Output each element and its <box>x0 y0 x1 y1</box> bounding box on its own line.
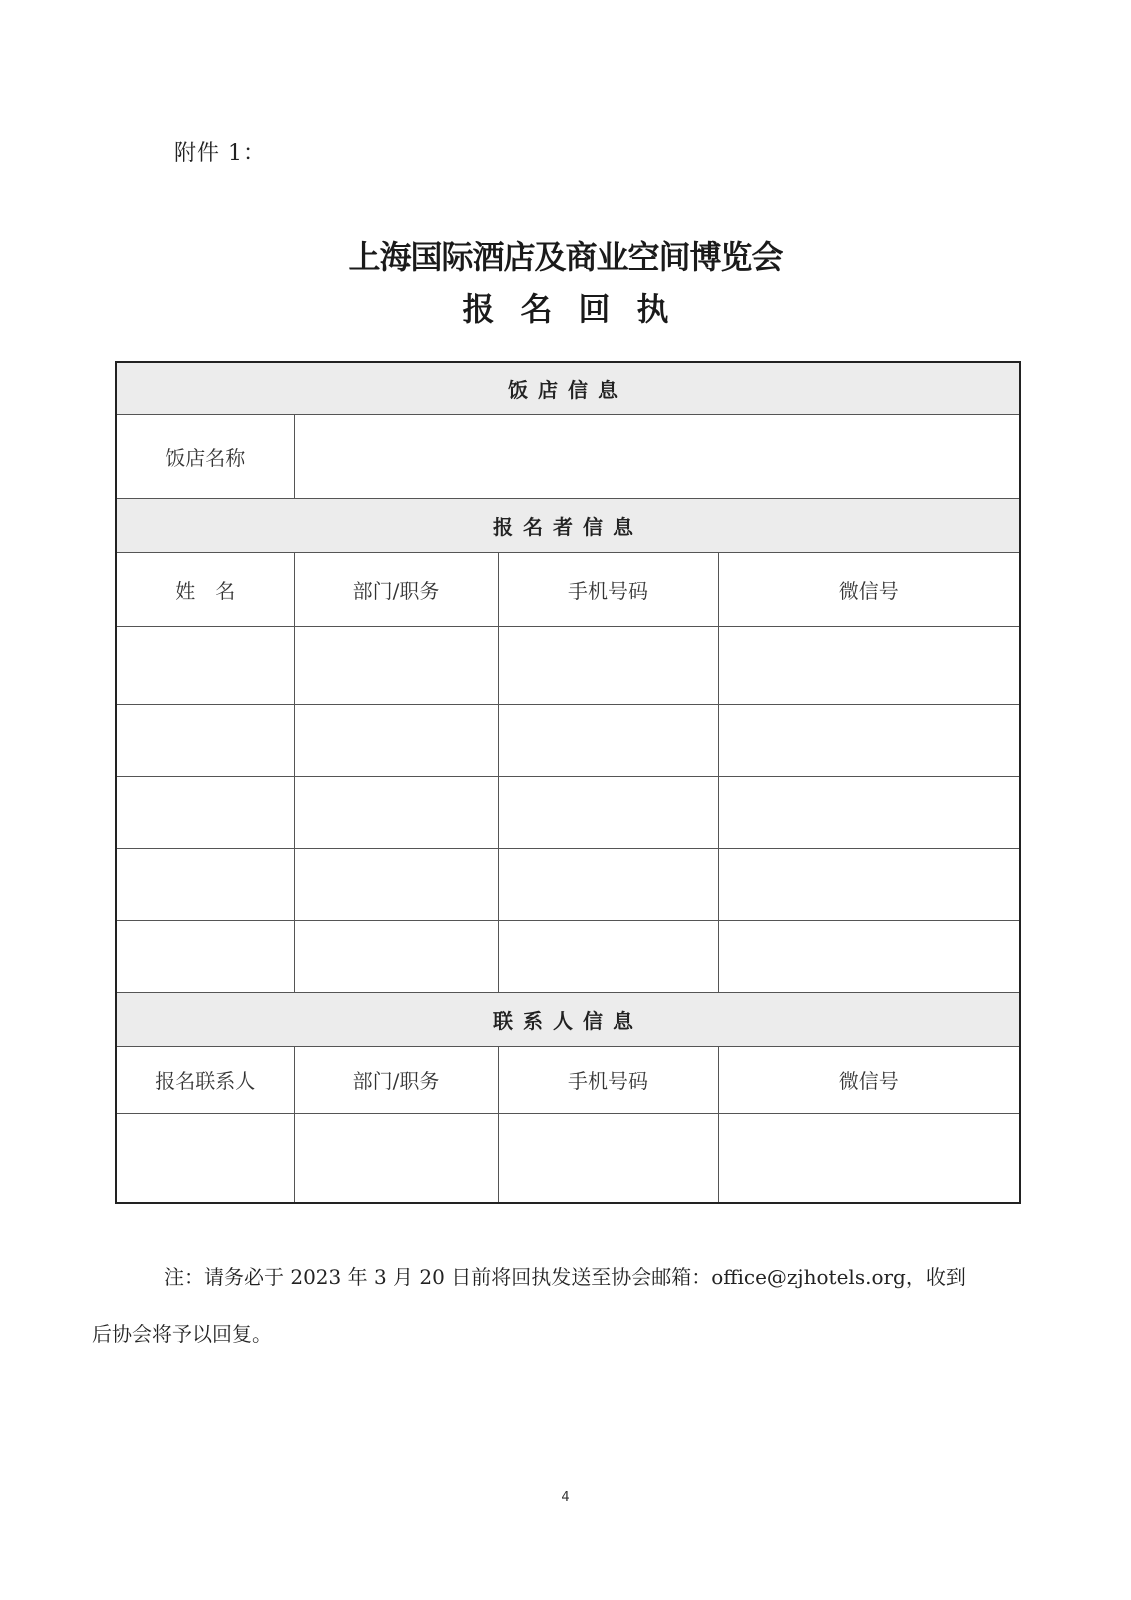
page-number: 4 <box>561 1490 570 1505</box>
registrant-name-cell[interactable] <box>116 848 294 920</box>
registrant-wechat-cell[interactable] <box>718 704 1020 776</box>
document-title: 上海国际酒店及商业空间博览会 <box>348 238 783 276</box>
column-header-department: 部门/职务 <box>294 1046 498 1113</box>
document-subtitle: 报名回执 <box>462 290 695 328</box>
registrant-department-cell[interactable] <box>294 626 498 704</box>
hotel-section-header: 饭店信息 <box>116 362 1020 414</box>
table-row <box>116 1113 1020 1203</box>
registration-form-table <box>115 361 1021 1204</box>
contact-wechat-cell[interactable] <box>718 1113 1020 1203</box>
contact-column-headers <box>116 1046 1020 1113</box>
attachment-label: 附件 1： <box>174 141 266 166</box>
registrant-section-header: 报名者信息 <box>116 498 1020 552</box>
table-row <box>116 848 1020 920</box>
column-header-phone: 手机号码 <box>498 552 718 626</box>
column-header-name: 姓 名 <box>116 552 294 626</box>
contact-name-cell[interactable] <box>116 1113 294 1203</box>
registrant-department-cell[interactable] <box>294 776 498 848</box>
registrant-wechat-cell[interactable] <box>718 848 1020 920</box>
contact-department-cell[interactable] <box>294 1113 498 1203</box>
hotel-section-header-row <box>116 362 1020 414</box>
table-row <box>116 626 1020 704</box>
registrant-section-header-row <box>116 498 1020 552</box>
submission-note-continued: 后协会将予以回复。 <box>92 1322 272 1346</box>
registrant-phone-cell[interactable] <box>498 626 718 704</box>
hotel-name-field[interactable] <box>294 414 1020 498</box>
registrant-name-cell[interactable] <box>116 626 294 704</box>
table-row <box>116 704 1020 776</box>
submission-note: 注：请务必于 2023 年 3 月 20 日前将回执发送至协会邮箱：office@zjhotels.org，收到 <box>164 1265 966 1289</box>
table-row <box>116 920 1020 992</box>
registrant-department-cell[interactable] <box>294 920 498 992</box>
column-header-wechat: 微信号 <box>718 1046 1020 1113</box>
registrant-department-cell[interactable] <box>294 848 498 920</box>
registrant-phone-cell[interactable] <box>498 920 718 992</box>
column-header-contact: 报名联系人 <box>116 1046 294 1113</box>
registrant-name-cell[interactable] <box>116 776 294 848</box>
column-header-department: 部门/职务 <box>294 552 498 626</box>
column-header-wechat: 微信号 <box>718 552 1020 626</box>
registrant-column-headers <box>116 552 1020 626</box>
contact-section-header: 联系人信息 <box>116 992 1020 1046</box>
contact-section-header-row <box>116 992 1020 1046</box>
registrant-phone-cell[interactable] <box>498 848 718 920</box>
registrant-phone-cell[interactable] <box>498 776 718 848</box>
table-row <box>116 776 1020 848</box>
hotel-name-label: 饭店名称 <box>116 414 294 498</box>
registrant-name-cell[interactable] <box>116 704 294 776</box>
registrant-department-cell[interactable] <box>294 704 498 776</box>
registrant-name-cell[interactable] <box>116 920 294 992</box>
registrant-wechat-cell[interactable] <box>718 920 1020 992</box>
registrant-wechat-cell[interactable] <box>718 776 1020 848</box>
registrant-phone-cell[interactable] <box>498 704 718 776</box>
column-header-phone: 手机号码 <box>498 1046 718 1113</box>
registrant-wechat-cell[interactable] <box>718 626 1020 704</box>
contact-phone-cell[interactable] <box>498 1113 718 1203</box>
hotel-name-row <box>116 414 1020 498</box>
